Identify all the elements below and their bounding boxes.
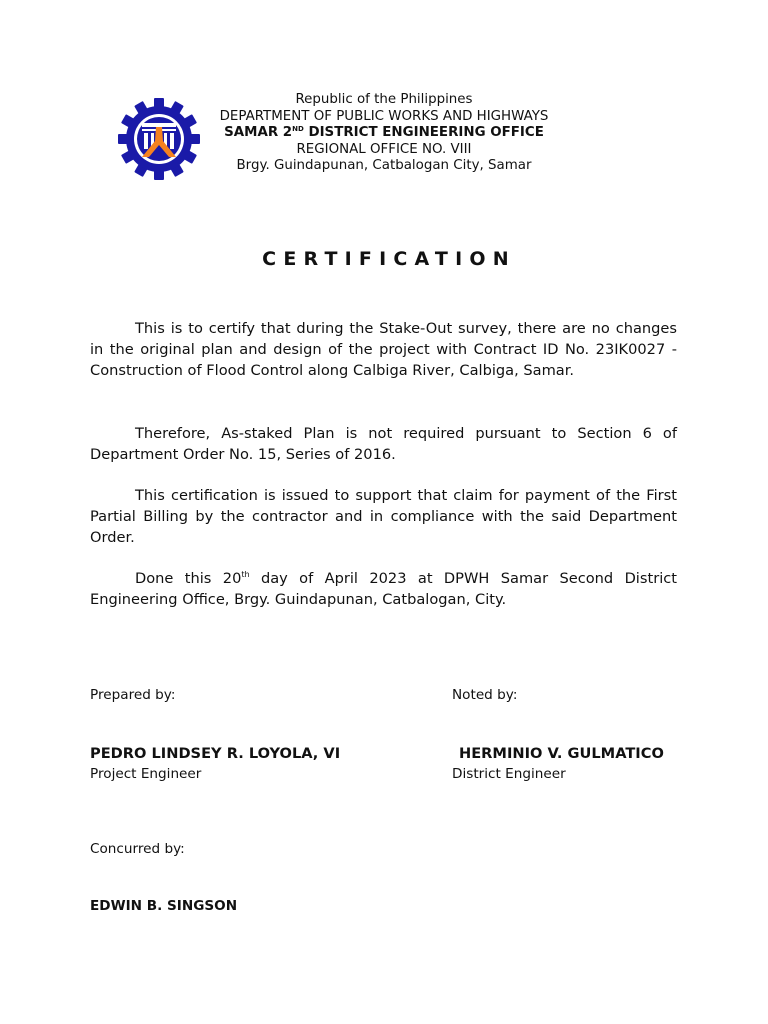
letterhead-department: DEPARTMENT OF PUBLIC WORKS AND HIGHWAYS (219, 108, 549, 124)
letterhead-address: Brgy. Guindapunan, Catbalogan City, Samar (236, 158, 532, 174)
dpwh-logo-icon (118, 98, 200, 180)
paragraph-done-sup: th (241, 570, 250, 579)
noted-by-name: HERMINIO V. GULMATICO (459, 745, 664, 762)
letterhead-office-post: DISTRICT ENGINEERING OFFICE (303, 125, 544, 141)
paragraph-done-post: day of April 2023 at DPWH Samar Second District Engineering Office, Brgy. Guindapunan, Catbalogan, City. (90, 570, 677, 608)
paragraph-done-pre: Done this 20 (135, 570, 242, 587)
paragraph-therefore: Therefore, As-staked Plan is not required pursuant to Section 6 of Department Order No. 15, Series of 2016. (90, 425, 677, 463)
noted-by-title: District Engineer (452, 766, 566, 782)
document-title: CERTIFICATION (262, 248, 516, 270)
concurred-by-label: Concurred by: (90, 841, 185, 857)
letterhead-office (200, 125, 568, 142)
noted-by-label: Noted by: (452, 687, 518, 703)
paragraph-done (90, 568, 677, 610)
prepared-by-title: Project Engineer (90, 766, 202, 782)
prepared-by-label: Prepared by: (90, 687, 176, 703)
letterhead-republic: Republic of the Philippines (295, 92, 473, 107)
letterhead-region: REGIONAL OFFICE NO. VIII (296, 141, 472, 157)
prepared-by-name: PEDRO LINDSEY R. LOYOLA, VI (90, 745, 341, 762)
paragraph-issued: This certification is issued to support that claim for payment of the First Partial Billing by the contractor and in compliance with the said Department Order. (90, 487, 677, 546)
letterhead-office-pre: SAMAR 2 (224, 125, 293, 141)
letterhead (200, 92, 568, 175)
concurred-by-name: EDWIN B. SINGSON (90, 898, 238, 914)
letterhead-office-sup: ND (292, 125, 304, 134)
paragraph-certify: This is to certify that during the Stake-Out survey, there are no changes in the original plan and design of the project with Contract ID No. 23IK0027 - Construction of Flood Control along Calbiga River, Calbiga, Samar. (90, 320, 677, 379)
